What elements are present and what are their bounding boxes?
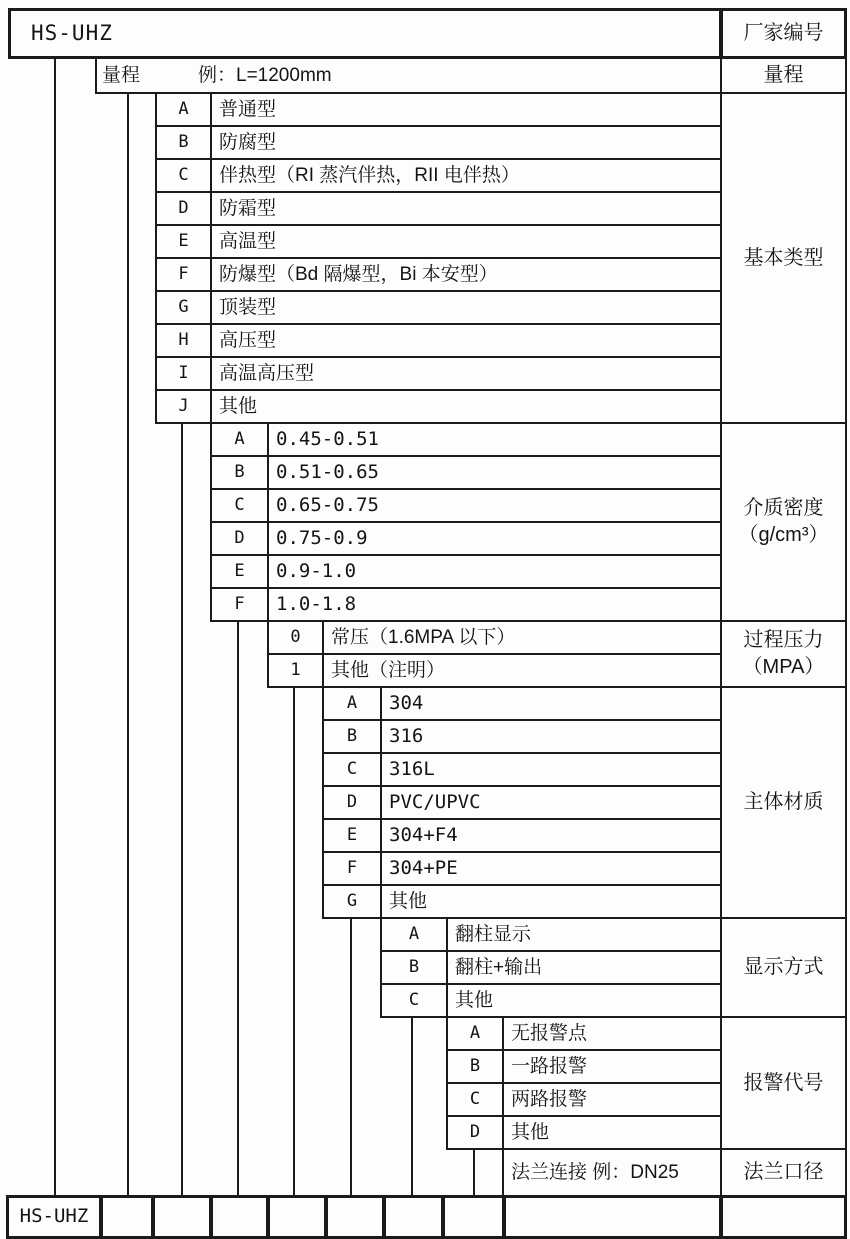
connector-line: [473, 1148, 475, 1197]
option-code: A: [446, 1016, 504, 1051]
group-label: 显示方式: [720, 917, 847, 1018]
option-desc: 防爆型（Bd 隔爆型，Bi 本安型）: [210, 257, 722, 292]
option-code: D: [322, 785, 382, 820]
flange-row-cell: 法兰连接 例：DN25: [502, 1148, 722, 1197]
option-desc: 一路报警: [502, 1049, 722, 1084]
option-code: E: [210, 554, 269, 589]
option-code: F: [155, 257, 212, 292]
range-row-title: 量程: [102, 64, 141, 86]
option-code: B: [210, 455, 269, 490]
option-code: C: [322, 752, 382, 787]
group-label-line1: 过程压力: [743, 629, 824, 651]
connector-line: [54, 57, 56, 1197]
footer-code-cell-1: [100, 1195, 154, 1239]
group-label-lines: [739, 497, 829, 547]
option-desc: 0.51-0.65: [267, 455, 722, 490]
option-code: 0: [267, 620, 324, 655]
range-column-label: 量程: [720, 57, 847, 94]
option-desc: 其他（注明）: [322, 653, 722, 688]
option-code: G: [155, 290, 212, 325]
header-model-cell: HS-UHZ: [8, 8, 722, 59]
connector-line: [293, 686, 295, 1197]
footer-code-cell-5: [325, 1195, 385, 1239]
option-code: C: [155, 158, 212, 193]
flange-column-label: 法兰口径: [720, 1148, 847, 1197]
group-label: 基本类型: [720, 92, 847, 424]
connector-line: [350, 917, 352, 1197]
footer-code-cell-7: [442, 1195, 505, 1239]
option-code: A: [155, 92, 212, 127]
group-label-line1: 介质密度: [743, 497, 824, 519]
option-desc: 防霜型: [210, 191, 722, 226]
option-code: B: [380, 950, 448, 985]
option-desc: 304+PE: [380, 851, 722, 886]
option-code: I: [155, 356, 212, 391]
footer-code-cell-2: [152, 1195, 212, 1239]
option-code: C: [446, 1082, 504, 1117]
option-code: A: [210, 422, 269, 457]
range-row-example: 例：L=1200mm: [198, 64, 332, 86]
option-desc: 其他: [210, 389, 722, 424]
footer-model-cell: HS-UHZ: [6, 1195, 102, 1239]
option-code: A: [322, 686, 382, 721]
option-desc: 两路报警: [502, 1082, 722, 1117]
option-code: E: [155, 224, 212, 259]
footer-code-cell-4: [267, 1195, 327, 1239]
option-desc: 304+F4: [380, 818, 722, 853]
option-desc: 316L: [380, 752, 722, 787]
factory-number-label: 厂家编号: [720, 8, 847, 59]
option-desc: 翻柱显示: [446, 917, 722, 952]
option-desc: 高温型: [210, 224, 722, 259]
option-code: D: [446, 1115, 504, 1150]
footer-code-cell-6: [383, 1195, 444, 1239]
group-label: [720, 422, 847, 622]
footer-code-cell-8: [503, 1195, 722, 1239]
option-desc: 0.65-0.75: [267, 488, 722, 523]
option-code: D: [210, 521, 269, 556]
option-code: C: [210, 488, 269, 523]
option-code: 1: [267, 653, 324, 688]
connector-line: [237, 620, 239, 1197]
footer-code-cell-9: [720, 1195, 847, 1239]
option-desc: 其他: [380, 884, 722, 919]
option-desc: 316: [380, 719, 722, 754]
group-label-lines: [743, 629, 825, 679]
group-label: 报警代号: [720, 1016, 847, 1150]
option-code: B: [322, 719, 382, 754]
option-desc: 无报警点: [502, 1016, 722, 1051]
option-code: H: [155, 323, 212, 358]
option-code: B: [446, 1049, 504, 1084]
option-desc: 伴热型（RI 蒸汽伴热，RII 电伴热）: [210, 158, 722, 193]
option-code: F: [210, 587, 269, 622]
option-desc: 0.75-0.9: [267, 521, 722, 556]
option-desc: 304: [380, 686, 722, 721]
range-row-cell: [95, 57, 722, 94]
option-desc: 高压型: [210, 323, 722, 358]
option-desc: 普通型: [210, 92, 722, 127]
group-label: 主体材质: [720, 686, 847, 919]
connector-line: [127, 92, 129, 1197]
option-desc: 高温高压型: [210, 356, 722, 391]
option-desc: PVC/UPVC: [380, 785, 722, 820]
option-code: J: [155, 389, 212, 424]
option-code: D: [155, 191, 212, 226]
option-desc: 其他: [502, 1115, 722, 1150]
option-desc: 常压（1.6MPA 以下）: [322, 620, 722, 655]
group-label-line2: （MPA）: [742, 656, 825, 678]
option-desc: 翻柱+输出: [446, 950, 722, 985]
option-code: C: [380, 983, 448, 1018]
option-desc: 0.45-0.51: [267, 422, 722, 457]
connector-line: [411, 1016, 413, 1197]
option-code: B: [155, 125, 212, 160]
option-desc: 顶装型: [210, 290, 722, 325]
footer-code-cell-3: [210, 1195, 269, 1239]
option-desc: 1.0-1.8: [267, 587, 722, 622]
option-code: A: [380, 917, 448, 952]
option-code: E: [322, 818, 382, 853]
group-label-line2: （g/cm³）: [738, 524, 829, 546]
group-label: [720, 620, 847, 688]
option-desc: 防腐型: [210, 125, 722, 160]
option-code: G: [322, 884, 382, 919]
connector-line: [181, 422, 183, 1197]
option-code: F: [322, 851, 382, 886]
option-desc: 0.9-1.0: [267, 554, 722, 589]
option-desc: 其他: [446, 983, 722, 1018]
